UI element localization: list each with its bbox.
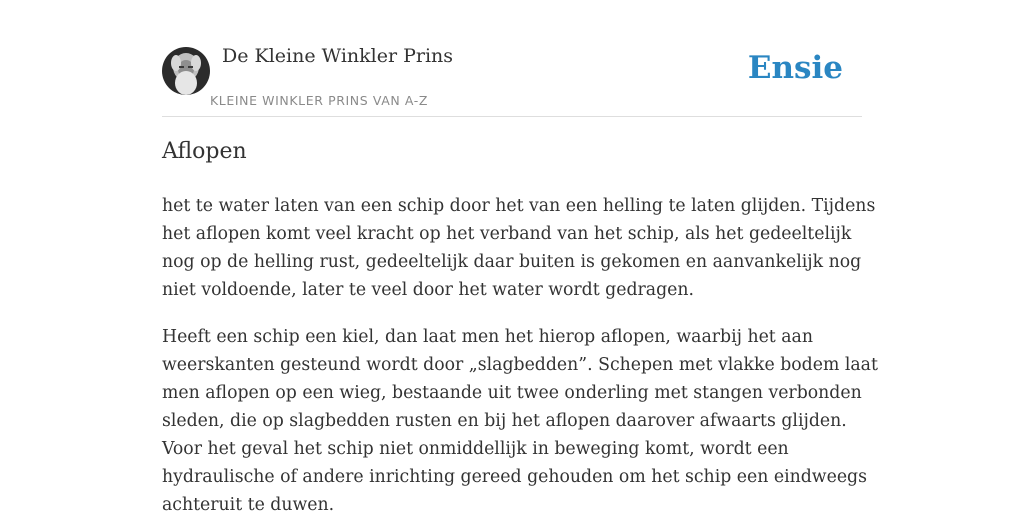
text-line: hydraulische of andere inrichting gereed gehouden om het schip een eindweegs: [162, 467, 867, 487]
text-line: het te water laten van een schip door het van een helling te laten glijden. Tijdens: [162, 196, 876, 216]
text-line: men aflopen op een wieg, bestaande uit twee onderling met stangen verbonden: [162, 383, 862, 403]
article-body: [162, 192, 878, 512]
portrait-image: [162, 47, 210, 95]
text-line: het aflopen komt veel kracht op het verband van het schip, als het gedeeltelijk: [162, 224, 852, 244]
paragraph: [162, 192, 876, 304]
text-line: nog op de helling rust, gedeeltelijk daar buiten is gekomen en aanvankelijk nog: [162, 252, 862, 272]
text-line: sleden, die op slagbedden rusten en bij het aflopen daarover afwaarts glijden.: [162, 411, 847, 431]
text-line: Heeft een schip een kiel, dan laat men het hierop aflopen, waarbij het aan: [162, 327, 813, 347]
text-line: weerskanten gesteund wordt door „slagbedden”. Schepen met vlakke bodem laat: [162, 355, 878, 375]
author-avatar[interactable]: [162, 47, 210, 95]
page-header: [162, 0, 862, 117]
text-line: achteruit te duwen.: [162, 495, 335, 512]
article-title: Aflopen: [162, 139, 247, 164]
ensie-logo[interactable]: Ensie: [747, 50, 843, 86]
author-name[interactable]: De Kleine Winkler Prins: [222, 45, 454, 67]
paragraph: [162, 323, 878, 512]
text-line: niet voldoende, later te veel door het water wordt gedragen.: [162, 280, 694, 300]
source-subtitle[interactable]: KLEINE WINKLER PRINS VAN A-Z: [210, 93, 429, 108]
content-container: [162, 0, 878, 512]
text-line: Voor het geval het schip niet onmiddellijk in beweging komt, wordt een: [162, 439, 789, 459]
